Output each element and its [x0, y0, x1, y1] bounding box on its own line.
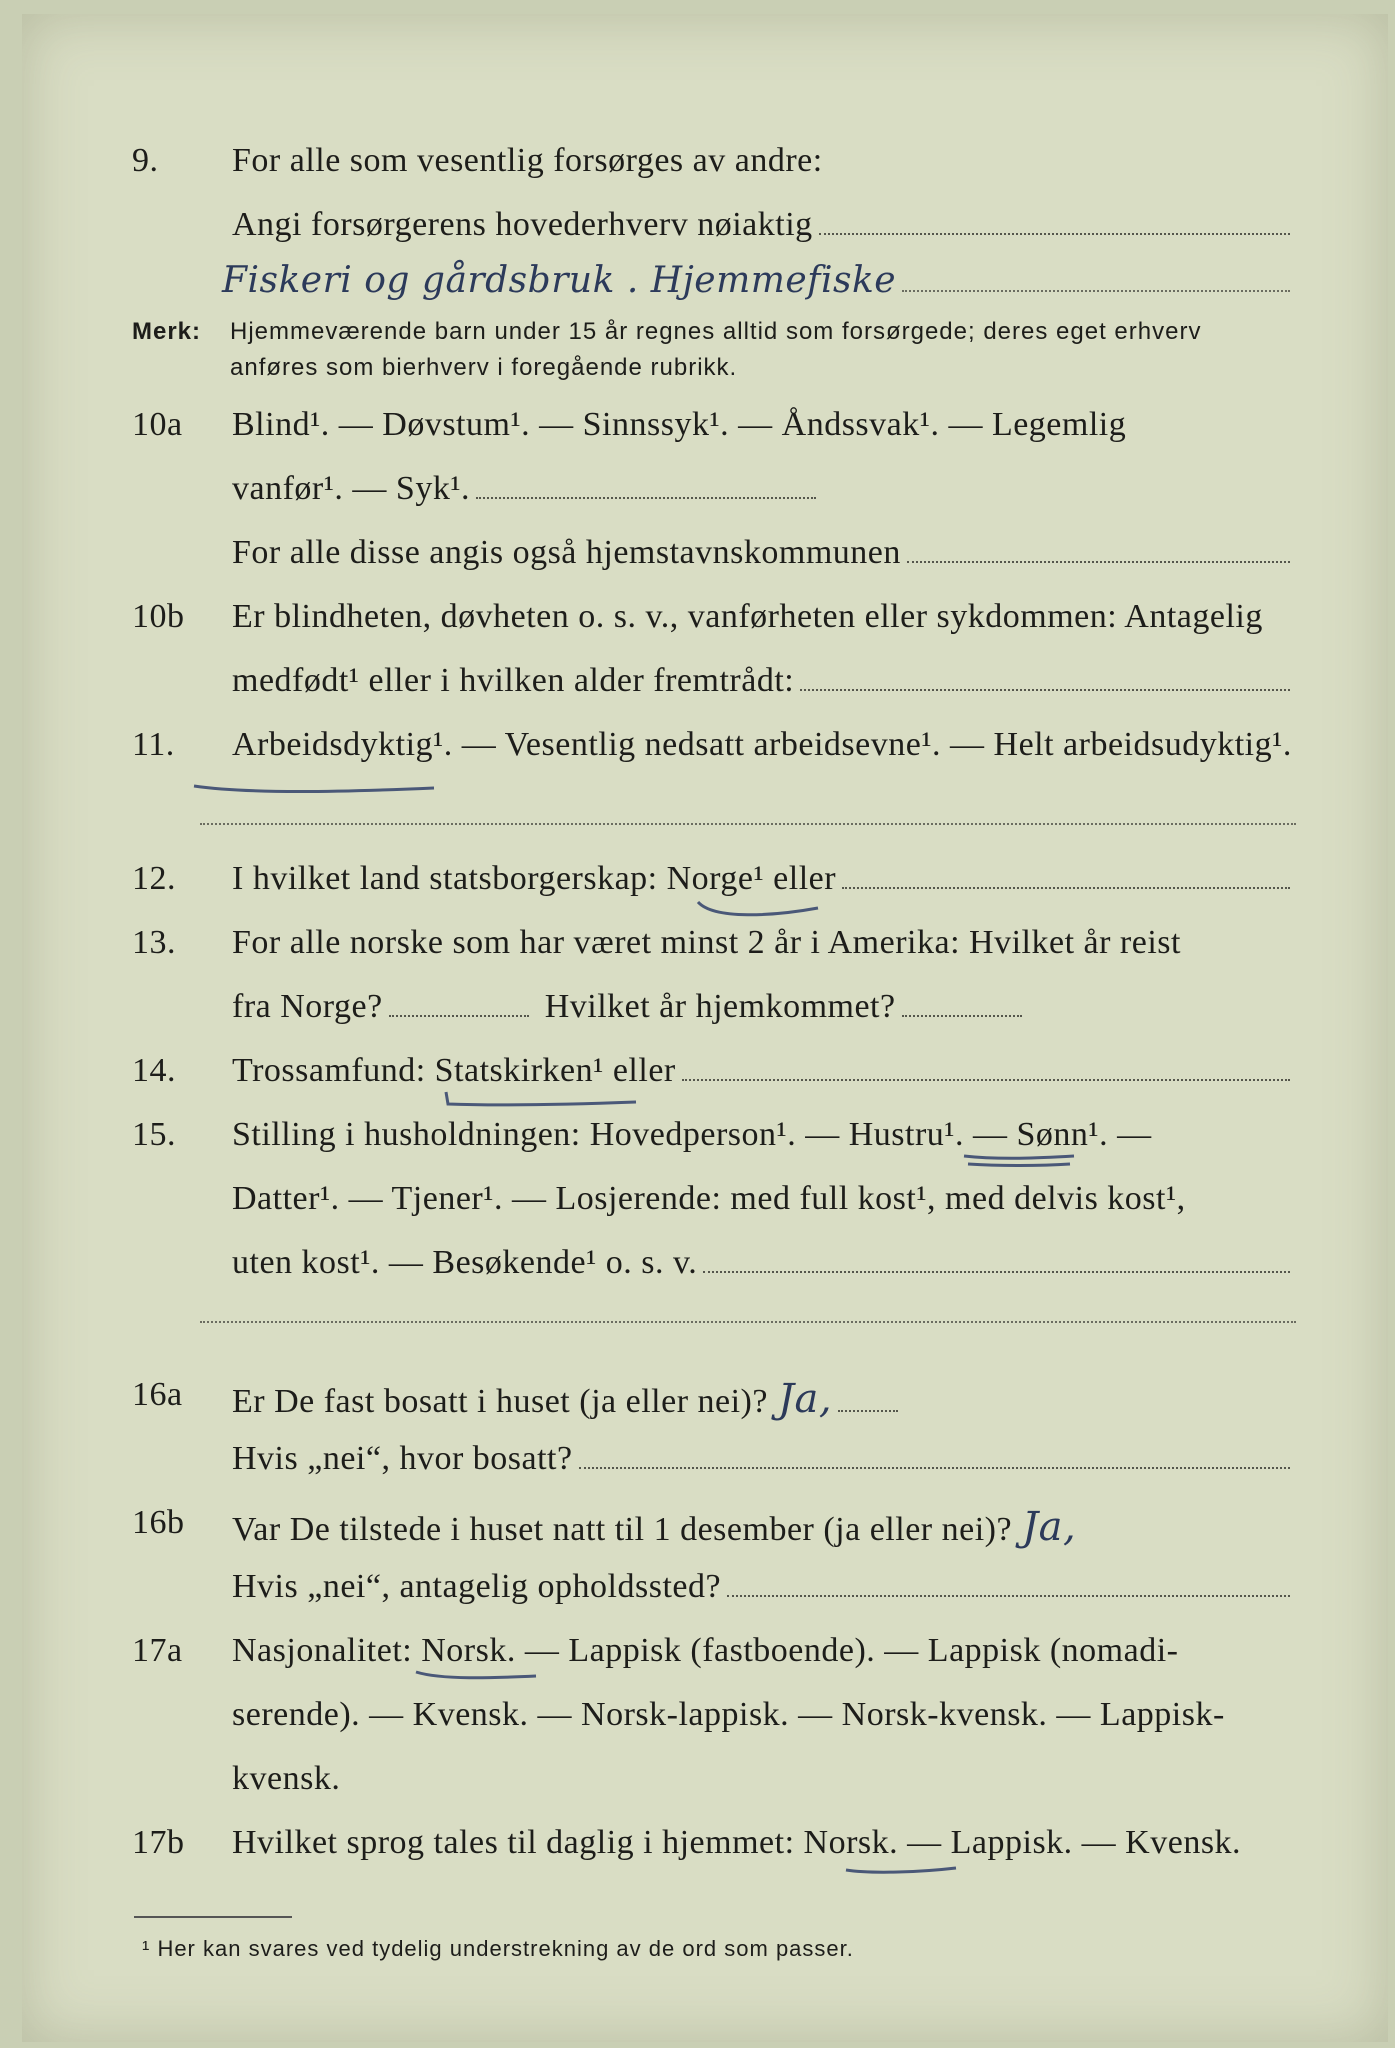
q16b-row-2 [132, 1568, 1296, 1616]
q15-row-1 [132, 1116, 1296, 1164]
q15-row-3 [132, 1244, 1296, 1292]
q14-number: 14. [132, 1052, 176, 1089]
q13-row-1 [132, 924, 1296, 972]
q14-text-1: Trossamfund: Statskirken¹ eller [232, 1052, 676, 1089]
q9-row-1 [132, 142, 1296, 190]
q17b-handwritten-underline [842, 1860, 962, 1880]
q12-text-1: I hvilket land statsborgerskap: Norge¹ eller [232, 860, 837, 897]
q16a-answer: Ja, [777, 1376, 833, 1422]
q10b-number: 10b [132, 598, 185, 635]
q16b-number: 16b [132, 1504, 185, 1541]
q12-number: 12. [132, 860, 176, 897]
q15-text-3: uten kost¹. — Besøkende¹ o. s. v. [232, 1244, 698, 1281]
merk-label: Merk: [132, 318, 202, 345]
q13-text-2b: Hvilket år hjemkommet? [544, 988, 896, 1025]
q17a-number: 17a [132, 1632, 183, 1669]
q15-handwritten-underline [960, 1150, 1080, 1172]
q16b-answer: Ja, [1022, 1504, 1077, 1550]
q17a-row-3 [132, 1760, 1296, 1808]
q17b-number: 17b [132, 1824, 185, 1861]
q10a-number: 10a [132, 406, 183, 443]
q16a-text-1: Er De fast bosatt i huset (ja eller nei)? [232, 1383, 768, 1420]
footnote-rule [134, 1916, 292, 1918]
q13-number: 13. [132, 924, 176, 961]
q15-row-2 [132, 1180, 1296, 1228]
q10a-row-2 [132, 470, 1296, 518]
q17a-row-1 [132, 1632, 1296, 1680]
q16a-row-2 [132, 1440, 1296, 1488]
q12-handwritten-underline [694, 894, 824, 924]
q15-divider [200, 1320, 1296, 1323]
q13-row-2 [132, 988, 1296, 1036]
q16a-row-1 [132, 1376, 1296, 1424]
q15-text-1: Stilling i husholdningen: Hovedperson¹. — Hustru¹. — Sønn¹. — [232, 1116, 1152, 1153]
q9-number: 9. [132, 142, 159, 179]
q16a-number: 16a [132, 1376, 183, 1413]
q11-row-1 [132, 726, 1296, 774]
q10b-text-2: medfødt¹ eller i hvilken alder fremtrådt: [232, 662, 795, 699]
q16a-text-2: Hvis „nei“, hvor bosatt? [232, 1440, 573, 1477]
q10a-row-1 [132, 406, 1296, 454]
q10a-text-2: vanfør¹. — Syk¹. [232, 470, 471, 507]
q17b-row-1 [132, 1824, 1296, 1872]
q10b-text-1: Er blindheten, døvheten o. s. v., vanførheten eller sykdommen: Antagelig [232, 598, 1263, 635]
q9-row-2 [132, 206, 1296, 254]
q11-text-1: Arbeidsdyktig¹. — Vesentlig nedsatt arbeidsevne¹. — Helt arbeidsudyktig¹. [232, 726, 1292, 763]
q14-handwritten-underline [442, 1088, 642, 1112]
q9-answer: Fiskeri og gårdsbruk . Hjemmefiske [222, 260, 897, 301]
q15-text-2: Datter¹. — Tjener¹. — Losjerende: med full kost¹, med delvis kost¹, [232, 1180, 1186, 1217]
q13-text-2a: fra Norge? [232, 988, 383, 1025]
q10a-text-3: For alle disse angis også hjemstavnskommunen [232, 534, 901, 571]
census-form-page [22, 14, 1388, 2042]
q16b-text-1: Var De tilstede i huset natt til 1 desember (ja eller nei)? [232, 1511, 1013, 1548]
merk-line-1: Hjemmeværende barn under 15 år regnes alltid som forsørgede; deres eget erhverv [230, 318, 1202, 345]
q10b-row-2 [132, 662, 1296, 710]
q17a-text-3: kvensk. [232, 1760, 341, 1797]
q11-handwritten-underline [190, 772, 440, 802]
q17b-text-1: Hvilket sprog tales til daglig i hjemmet: Norsk. — Lappisk. — Kvensk. [232, 1824, 1242, 1861]
q17a-handwritten-underline [412, 1666, 542, 1686]
q15-number: 15. [132, 1116, 176, 1153]
q9-text-1: For alle som vesentlig forsørges av andre: [232, 142, 823, 179]
q17a-text-1: Nasjonalitet: Norsk. — Lappisk (fastboende). — Lappisk (nomadi- [232, 1632, 1179, 1669]
merk-line-2: anføres som bierhverv i foregående rubrikk. [230, 354, 738, 381]
q9-answer-row [132, 260, 1296, 308]
q10a-text-1: Blind¹. — Døvstum¹. — Sinnssyk¹. — Åndssvak¹. — Legemlig [232, 406, 1127, 443]
q11-number: 11. [132, 726, 175, 763]
q10a-row-3 [132, 534, 1296, 582]
q16b-row-1 [132, 1504, 1296, 1552]
q9-text-2: Angi forsørgerens hovederhverv nøiaktig [232, 206, 813, 243]
q17a-text-2: serende). — Kvensk. — Norsk-lappisk. — Norsk-kvensk. — Lappisk- [232, 1696, 1225, 1733]
q10b-row-1 [132, 598, 1296, 646]
q11-divider [200, 822, 1296, 825]
q17a-row-2 [132, 1696, 1296, 1744]
q16b-text-2: Hvis „nei“, antagelig opholdssted? [232, 1568, 722, 1605]
q14-row-1 [132, 1052, 1296, 1100]
footnote: ¹ Her kan svares ved tydelig understrekning av de ord som passer. [142, 1936, 854, 1961]
q13-text-1: For alle norske som har været minst 2 år i Amerika: Hvilket år reist [232, 924, 1181, 961]
